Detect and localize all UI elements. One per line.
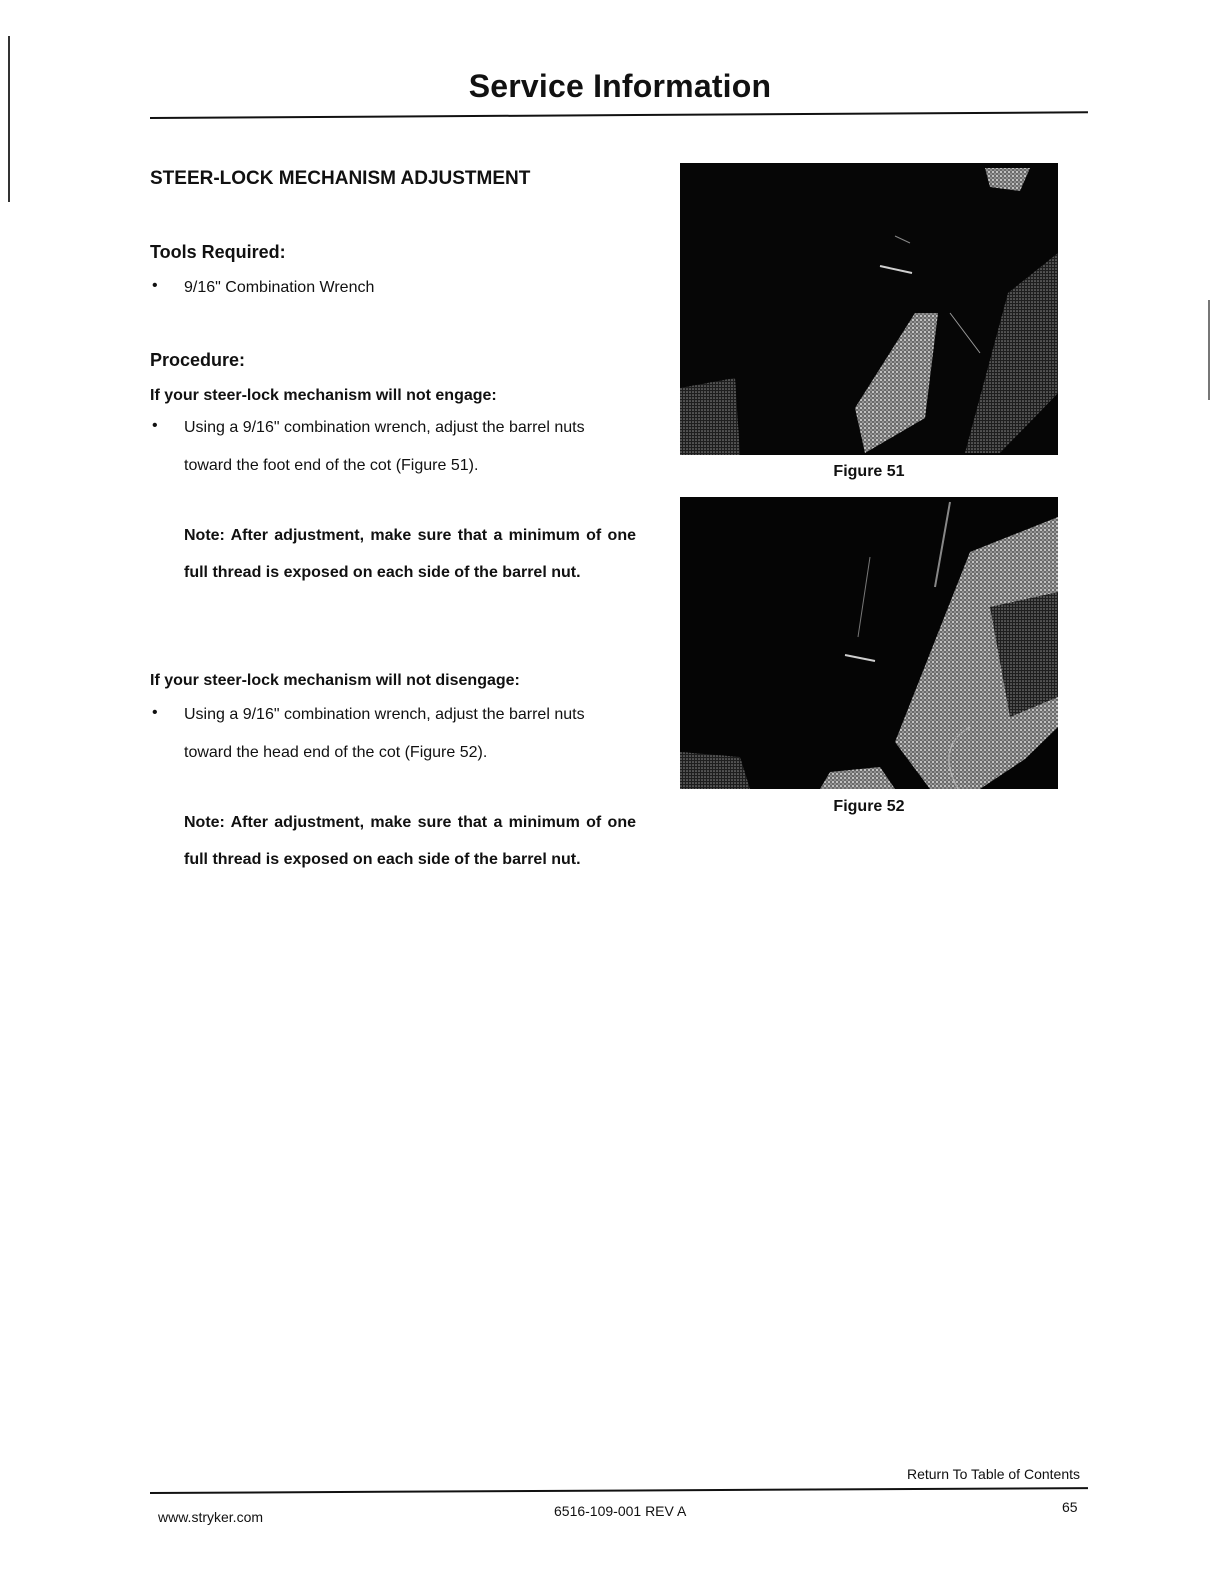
bullet-icon: • bbox=[152, 417, 158, 434]
return-to-toc-link[interactable]: Return To Table of Contents bbox=[906, 1466, 1080, 1482]
tool-label: 9/16" Combination Wrench bbox=[184, 279, 375, 296]
footer-divider bbox=[150, 1487, 1088, 1494]
procedure-heading: Procedure: bbox=[150, 350, 246, 370]
tools-heading: Tools Required: bbox=[150, 242, 286, 262]
header-divider bbox=[150, 111, 1088, 119]
scan-edge-mark-left bbox=[8, 36, 10, 202]
disengage-step-line1: Using a 9/16" combination wrench, adjust the barrel nuts bbox=[184, 706, 585, 723]
figure-52-photo bbox=[680, 497, 1058, 789]
page-title: Service Information bbox=[468, 68, 772, 104]
website-url: www.stryker.com bbox=[158, 1509, 264, 1525]
document-number: 6516-109-001 REV A bbox=[554, 1503, 687, 1519]
bullet-icon: • bbox=[152, 277, 158, 294]
disengage-step-line2: toward the head end of the cot (Figure 52). bbox=[184, 744, 488, 761]
engage-step-line1: Using a 9/16" combination wrench, adjust the barrel nuts bbox=[184, 419, 585, 436]
figure-51-caption: Figure 51 bbox=[833, 463, 905, 480]
page-number: 65 bbox=[1062, 1499, 1078, 1515]
disengage-condition: If your steer-lock mechanism will not disengage: bbox=[150, 672, 520, 689]
figure-52-caption: Figure 52 bbox=[833, 798, 905, 815]
disengage-note: Note: After adjustment, make sure that a minimum of one full thread is exposed on each side of the barrel nut. bbox=[184, 814, 636, 868]
bullet-icon: • bbox=[152, 704, 158, 721]
engage-step-line2: toward the foot end of the cot (Figure 51). bbox=[184, 457, 479, 474]
section-title: STEER-LOCK MECHANISM ADJUSTMENT bbox=[150, 168, 531, 189]
scan-edge-mark-right bbox=[1208, 300, 1210, 400]
engage-note: Note: After adjustment, make sure that a minimum of one full thread is exposed on each side of the barrel nut. bbox=[184, 527, 636, 581]
engage-condition: If your steer-lock mechanism will not engage: bbox=[150, 387, 497, 404]
figure-51-photo bbox=[680, 163, 1058, 455]
